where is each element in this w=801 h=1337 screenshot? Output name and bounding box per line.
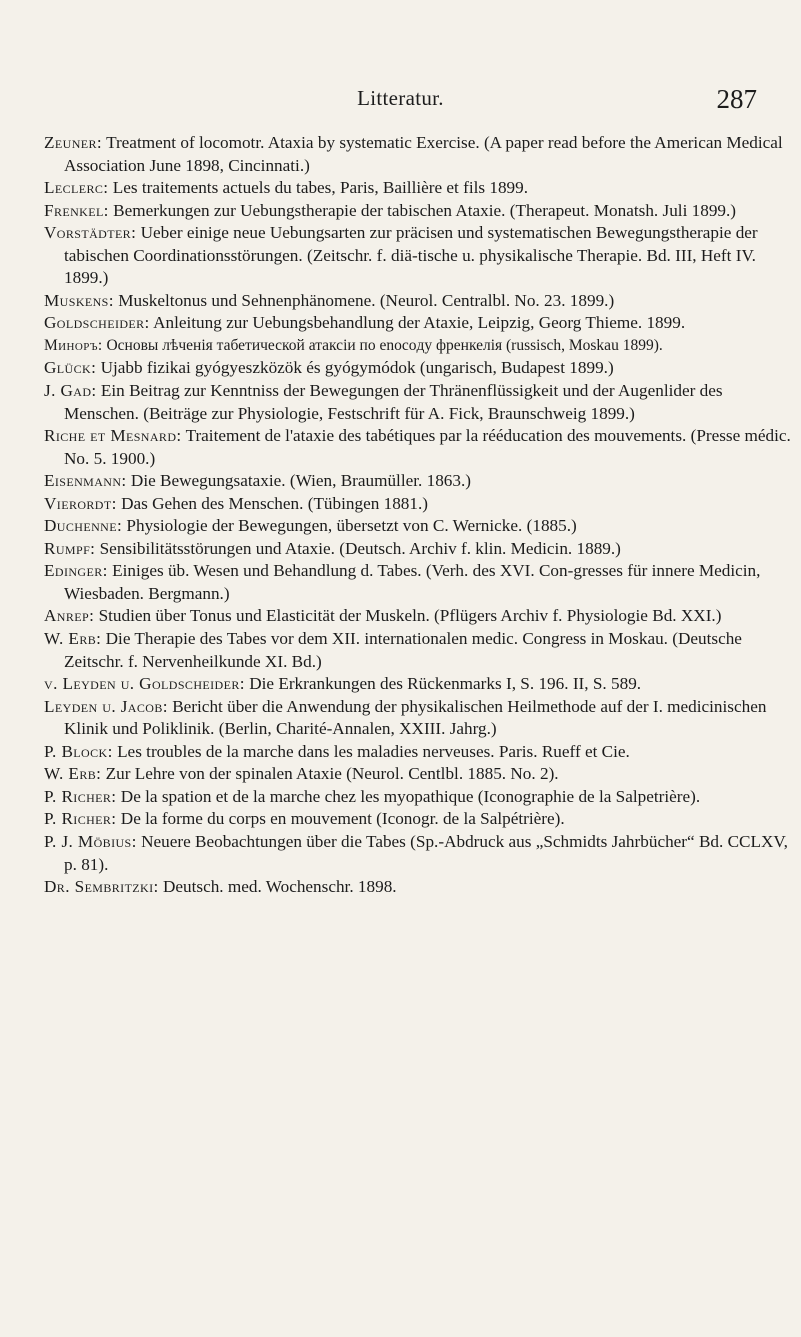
reference-entry — [44, 312, 792, 335]
reference-text: Anleitung zur Uebungsbehandlung der Ataxie, Leipzig, Georg Thieme. 1899. — [149, 313, 686, 333]
page-number: 287 — [716, 84, 757, 114]
reference-entry — [44, 335, 792, 358]
reference-text: Les traitements actuels du tabes, Paris, Baillière et fils 1899. — [108, 178, 529, 198]
reference-author: Dr. Sembritzki: — [44, 877, 159, 897]
reference-author: Vierordt: — [44, 493, 117, 513]
reference-author: Миноръ: — [44, 336, 103, 354]
reference-text: Die Bewegungsataxie. (Wien, Braumüller. 1863.) — [126, 471, 472, 491]
reference-author: Leyden u. Jacob: — [44, 696, 168, 716]
reference-entry — [44, 831, 792, 876]
reference-author: J. Gad: — [44, 381, 97, 401]
reference-author: Anrep: — [44, 606, 95, 626]
reference-author: Goldscheider: — [44, 313, 150, 333]
running-title: Litteratur. — [357, 86, 444, 110]
reference-author: Zeuner: — [44, 133, 103, 152]
reference-author: Eisenmann: — [44, 471, 127, 491]
reference-entry — [44, 673, 792, 696]
reference-entry — [44, 425, 792, 470]
reference-author: Glück: — [44, 358, 97, 378]
reference-text: Muskeltonus und Sehnenphänomene. (Neurol. Centralbl. No. 23. 1899.) — [113, 290, 615, 310]
reference-entry — [44, 357, 792, 380]
reference-entry — [44, 786, 792, 809]
reference-text: Physiologie der Bewegungen, übersetzt von C. Wernicke. (1885.) — [122, 516, 577, 536]
reference-text: Zur Lehre von der spinalen Ataxie (Neurol. Centlbl. 1885. No. 2). — [101, 764, 559, 784]
reference-author: W. Erb: — [44, 629, 102, 649]
reference-text: Sensibilitätsstörungen und Ataxie. (Deutsch. Archiv f. klin. Medicin. 1889.) — [95, 538, 621, 558]
reference-author: v. Leyden u. Goldscheider: — [44, 674, 245, 694]
reference-text: Bemerkungen zur Uebungstherapie der tabischen Ataxie. (Therapeut. Monatsh. Juli 1899.) — [108, 200, 737, 220]
reference-entry — [44, 177, 792, 200]
reference-author: Muskens: — [44, 290, 114, 310]
reference-entry — [44, 605, 792, 628]
reference-text: Основы лѣченія табетической атаксіи по еnocoдy френкелія (russisch, Moskau 1899). — [102, 336, 663, 354]
reference-entry — [44, 470, 792, 493]
reference-text: Die Therapie des Tabes vor dem XII. internationalen medic. Congress in Moskau. (Deutsche Zeitschr. f. Nervenheilkunde XI. Bd.) — [64, 629, 742, 671]
reference-entry — [44, 132, 792, 177]
reference-entry — [44, 515, 792, 538]
reference-entry — [44, 222, 792, 290]
reference-entry — [44, 763, 792, 786]
reference-text: Neuere Beobachtungen über die Tabes (Sp.-Abdruck aus „Schmidts Jahrbücher“ Bd. CCLXV, p. 81). — [64, 831, 788, 874]
reference-entry — [44, 493, 792, 516]
reference-entry — [44, 876, 792, 899]
reference-entry — [44, 538, 792, 561]
reference-text: Traitement de l'ataxie des tabétiques par la rééducation des mouvements. (Presse médic. No. 5. 1900.) — [64, 426, 791, 468]
reference-author: P. J. Möbius: — [44, 831, 137, 851]
running-head — [0, 86, 801, 116]
reference-author: Riche et Mesnard: — [44, 426, 182, 446]
reference-author: Frenkel: — [44, 200, 109, 220]
reference-list — [44, 132, 792, 899]
reference-text: Les troubles de la marche dans les maladies nerveuses. Paris. Rueff et Cie. — [112, 741, 630, 761]
reference-entry — [44, 290, 792, 313]
reference-author: Vorstädter: — [44, 223, 137, 243]
reference-entry — [44, 628, 792, 673]
reference-entry — [44, 808, 792, 831]
reference-author: P. Richer: — [44, 809, 117, 829]
reference-text: Bericht über die Anwendung der physikalischen Heilmethode auf der I. medicinischen Klinik und Poliklinik. (Berlin, Charité-Annalen, XXIII. Jahrg.) — [64, 696, 767, 739]
reference-entry — [44, 560, 792, 605]
reference-text: Das Gehen des Menschen. (Tübingen 1881.) — [116, 493, 429, 513]
reference-entry — [44, 380, 792, 425]
reference-text: Ujabb fizikai gyógyeszközök és gyógymódok (ungarisch, Budapest 1899.) — [96, 358, 614, 378]
reference-author: Leclerc: — [44, 178, 109, 198]
reference-text: Ein Beitrag zur Kenntniss der Bewegungen der Thränenflüssigkeit und der Augenlider des Menschen. (Beiträge zur Physiologie, Festschrift für A. Fick, Braunschweig 1899.) — [64, 381, 723, 423]
reference-text: Studien über Tonus und Elasticität der Muskeln. (Pflügers Archiv f. Physiologie Bd. XXI.) — [94, 606, 722, 626]
reference-text: De la forme du corps en mouvement (Iconogr. de la Salpétrière). — [116, 809, 565, 829]
reference-author: Duchenne: — [44, 516, 123, 536]
reference-entry — [44, 696, 792, 741]
reference-text: Treatment of locomotr. Ataxia by systematic Exercise. (A paper read before the American Medical Association June 1898, Cincinnati.) — [64, 133, 783, 175]
reference-author: Edinger: — [44, 561, 108, 581]
reference-author: P. Richer: — [44, 786, 117, 806]
reference-author: W. Erb: — [44, 764, 102, 784]
reference-entry — [44, 200, 792, 223]
reference-author: Rumpf: — [44, 538, 96, 558]
reference-text: De la spation et de la marche chez les myopathique (Iconographie de la Salpetrière). — [116, 786, 701, 806]
reference-author: P. Block: — [44, 741, 113, 761]
reference-entry — [44, 741, 792, 764]
reference-text: Ueber einige neue Uebungsarten zur präcisen und systematischen Bewegungstherapie der tabischen Coordinationsstörungen. (Zeitschr. f. diä-tische u. physikalische Therapie. Bd. III, Heft IV. 1899.) — [64, 223, 758, 288]
reference-text: Deutsch. med. Wochenschr. 1898. — [158, 877, 397, 897]
reference-text: Die Erkrankungen des Rückenmarks I, S. 196. II, S. 589. — [244, 674, 642, 694]
reference-text: Einiges üb. Wesen und Behandlung d. Tabes. (Verh. des XVI. Con-gresses für innere Medicin, Wiesbaden. Bergmann.) — [64, 561, 761, 603]
